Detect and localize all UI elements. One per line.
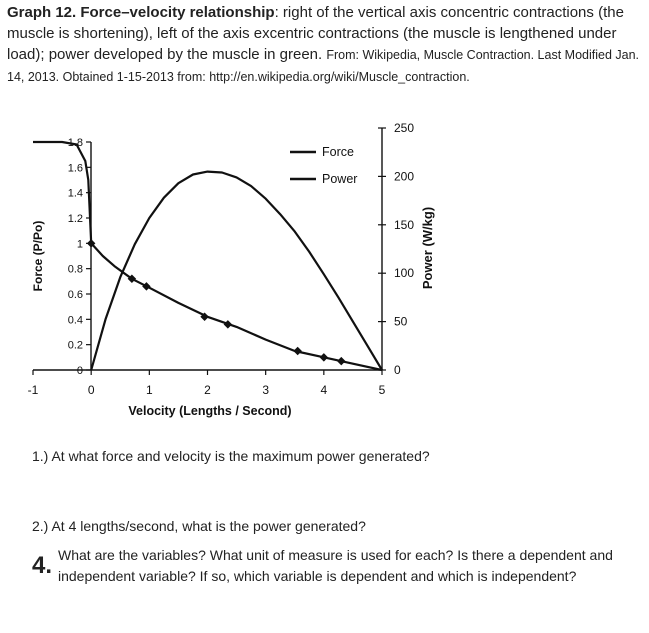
figure-caption bbox=[7, 2, 643, 88]
y-right-tick-label: 250 bbox=[394, 121, 415, 135]
question-4-number: 4. bbox=[32, 552, 53, 579]
data-point bbox=[320, 353, 328, 361]
x-tick-label: 4 bbox=[320, 383, 328, 397]
y-right-axis-title: Power (W/kg) bbox=[420, 206, 435, 290]
y-left-tick-label: 1.4 bbox=[67, 187, 83, 200]
x-tick-label: 3 bbox=[262, 383, 270, 397]
legend-label: Force bbox=[322, 145, 354, 159]
y-right-tick-label: 100 bbox=[394, 266, 415, 281]
y-left-tick-label: 1.8 bbox=[67, 137, 83, 149]
y-left-tick-label: 1.2 bbox=[67, 213, 83, 225]
data-point bbox=[142, 282, 150, 290]
caption-title: Graph 12. Force–velocity relationship bbox=[7, 4, 275, 21]
x-axis-title: Velocity (Lengths / Second) bbox=[128, 404, 292, 418]
caption-body: : right of the vertical axis concentric contractions (the muscle is shortening), left of the axis excentric contractions (the muscle is lengthened under load); power developed by the muscle in green. bbox=[7, 4, 624, 63]
y-right-tick-label: 200 bbox=[394, 169, 415, 184]
x-tick-label: -1 bbox=[27, 383, 39, 397]
y-left-axis-title: Force (P/Po) bbox=[31, 220, 45, 292]
legend-label: Power bbox=[322, 172, 358, 186]
series-power-line bbox=[91, 172, 382, 370]
x-tick-label: 0 bbox=[87, 383, 95, 397]
y-left-tick-label: 0.2 bbox=[67, 339, 83, 352]
chart-layer bbox=[28, 121, 435, 418]
question-1: 1.) At what force and velocity is the maximum power generated? bbox=[32, 448, 430, 464]
question-4: What are the variables? What unit of measure is used for each? Is there a dependent and independent variable? If so, which variable is dependent and which is independent? bbox=[58, 547, 613, 584]
x-tick-label: 1 bbox=[145, 383, 153, 397]
y-left-tick-label: 1.6 bbox=[67, 162, 83, 175]
caption-source: From: Wikipedia, Muscle Contraction. Last Modified Jan. 14, 2013. Obtained 1-15-2013 from: http://en.wikipedia.org/wiki/Muscle_contraction. bbox=[7, 48, 639, 84]
data-point bbox=[293, 347, 301, 355]
y-left-tick-label: 1 bbox=[76, 238, 83, 251]
y-right-tick-label: 150 bbox=[394, 217, 415, 232]
y-left-tick-label: 0.8 bbox=[67, 263, 83, 276]
x-tick-label: 5 bbox=[378, 383, 386, 397]
question-2: 2.) At 4 lengths/second, what is the power generated? bbox=[32, 518, 366, 534]
y-right-tick-label: 50 bbox=[394, 314, 408, 329]
force-velocity-chart bbox=[0, 110, 649, 420]
y-left-tick-label: 0 bbox=[76, 365, 83, 377]
y-left-tick-label: 0.6 bbox=[67, 289, 83, 301]
y-right-tick-label: 0 bbox=[394, 363, 401, 377]
data-point bbox=[224, 320, 232, 328]
y-left-tick-label: 0.4 bbox=[67, 314, 83, 327]
x-tick-label: 2 bbox=[204, 383, 211, 397]
data-point bbox=[337, 357, 345, 365]
